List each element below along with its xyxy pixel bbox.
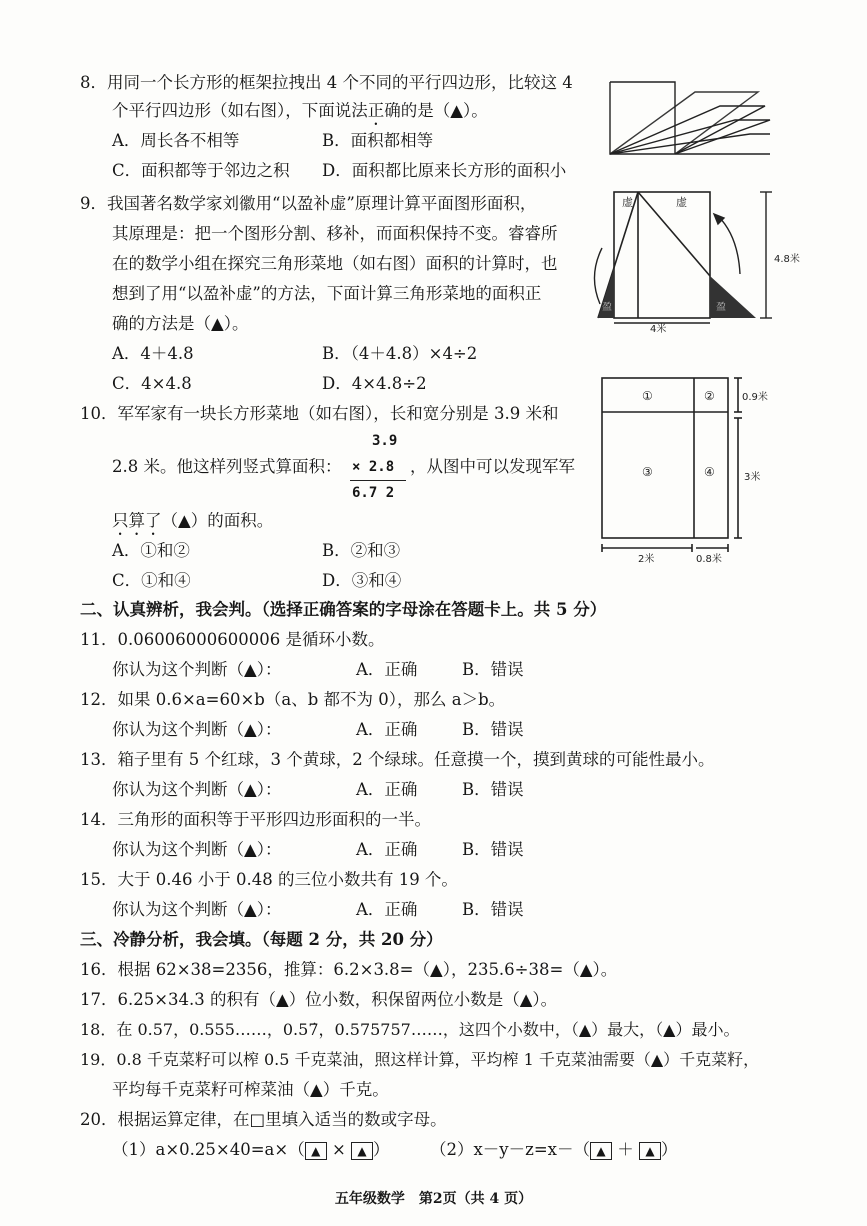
- q10-option-c: C．①和④: [112, 571, 191, 590]
- section3-title: 三、冷静分析，我会填。（每题 2 分，共 20 分）: [80, 930, 443, 949]
- q9-line3: 在的数学小组在探究三角形菜地（如右图）面积的计算时，也: [112, 254, 558, 273]
- q12-option-right: A．正确: [356, 720, 418, 739]
- q9-line4: 想到了用“以盈补虚”的方法，下面计算三角形菜地的面积正: [112, 284, 542, 303]
- answer-box[interactable]: ▲: [590, 1142, 612, 1160]
- q10-height-main: 3米: [744, 472, 761, 483]
- q9-label-xu-right: 虚: [676, 196, 687, 209]
- q11-text: 11．0.06006000600006 是循环小数。: [80, 630, 385, 649]
- q16-text: 16．根据 62×38=2356，推算：6.2×3.8=（▲），235.6÷38=（▲）。: [80, 960, 618, 979]
- q14-text: 14．三角形的面积等于平形四边形面积的一半。: [80, 810, 431, 829]
- q8-option-d: D．面积都比原来长方形的面积小: [322, 161, 567, 180]
- q10-option-a: A．①和②: [112, 541, 190, 560]
- q8-option-b: B．面积都相等: [322, 131, 434, 150]
- q10-option-b: B．②和③: [322, 541, 401, 560]
- q9-option-d: D．4×4.8÷2: [322, 374, 427, 393]
- q15-prompt: 你认为这个判断（▲）：: [112, 900, 282, 919]
- q13-prompt: 你认为这个判断（▲）：: [112, 780, 282, 799]
- q19-line2: 平均每千克菜籽可榨菜油（▲）千克。: [112, 1080, 389, 1099]
- q9-line5: 确的方法是（▲）。: [112, 314, 249, 333]
- q9-line2: 其原理是：把一个图形分割、移补，而面积保持不变。睿睿所: [112, 224, 558, 243]
- q9-line1: 9．我国著名数学家刘徽用“以盈补虚”原理计算平面图形面积，: [80, 194, 537, 213]
- q20-text: 20．根据运算定律，在□里填入适当的数或字母。: [80, 1110, 447, 1129]
- answer-box[interactable]: ▲: [305, 1142, 327, 1160]
- q13-option-wrong: B．错误: [462, 780, 524, 799]
- q8-line2: 个平行四边形（如右图），下面说法正确的是（▲）。: [112, 101, 488, 120]
- q9-base-label: 4米: [650, 324, 667, 334]
- answer-box[interactable]: ▲: [639, 1142, 661, 1160]
- q13-option-right: A．正确: [356, 780, 418, 799]
- q15-option-right: A．正确: [356, 900, 418, 919]
- q10-rectangle-figure: [596, 372, 776, 572]
- q12-text: 12．如果 0.6×a=60×b（a、b 都不为 0），那么 a＞b。: [80, 690, 506, 709]
- q8-option-a: A．周长各不相等: [112, 131, 240, 150]
- q9-label-xu-left: 虚: [622, 196, 633, 209]
- section2-title: 二、认真辨析，我会判。（选择正确答案的字母涂在答题卡上。共 5 分）: [80, 600, 607, 619]
- q8-line1: 8．用同一个长方形的框架拉拽出 4 个不同的平行四边形，比较这 4: [80, 73, 573, 92]
- q10-line3: 只算了（▲）的面积。: [112, 511, 274, 530]
- q10-line2a: 2.8 米。他这样列竖式算面积：: [112, 457, 342, 476]
- q9-height-label: 4.8米: [774, 254, 800, 265]
- q19-line1: 19．0.8 千克菜籽可以榨 0.5 千克菜油，照这样计算，平均榨 1 千克菜油需要（▲）千克菜籽，: [80, 1050, 760, 1069]
- q20-part1: （1）a×0.25×40=a×（ ▲ × ▲ ）: [112, 1140, 390, 1159]
- q10-region-1: ①: [642, 389, 653, 403]
- q11-option-wrong: B．错误: [462, 660, 524, 679]
- answer-box[interactable]: ▲: [351, 1142, 373, 1160]
- q10-width-main: 2米: [638, 554, 655, 565]
- q10-line1: 10．军军家有一块长方形菜地（如右图），长和宽分别是 3.9 米和: [80, 404, 559, 423]
- q9-label-ying-right: 盈: [716, 302, 726, 313]
- q11-option-right: A．正确: [356, 660, 418, 679]
- q11-prompt: 你认为这个判断（▲）：: [112, 660, 282, 679]
- q14-option-wrong: B．错误: [462, 840, 524, 859]
- q10-vertical-mid: × 2.8: [352, 459, 395, 475]
- q15-text: 15．大于 0.46 小于 0.48 的三位小数共有 19 个。: [80, 870, 458, 889]
- q10-vertical-top: 3.9: [372, 433, 398, 449]
- q15-option-wrong: B．错误: [462, 900, 524, 919]
- q9-label-ying-left: 盈: [602, 302, 612, 313]
- q10-height-top: 0.9米: [742, 392, 768, 403]
- page-footer: 五年级数学 第2页（共 4 页）: [334, 1191, 533, 1207]
- q10-vertical-result: 6.7 2: [352, 485, 395, 501]
- q9-option-c: C．4×4.8: [112, 374, 192, 393]
- q17-text: 17．6.25×34.3 的积有（▲）位小数，积保留两位小数是（▲）。: [80, 990, 558, 1009]
- q9-triangle-figure: [588, 186, 804, 334]
- q18-text: 18．在 0.57，0.555……，0.57̇，0.575757……，这四个小数中，（▲）最大，（▲）最小。: [80, 1020, 740, 1039]
- q12-prompt: 你认为这个判断（▲）：: [112, 720, 282, 739]
- q10-line2b: ，从图中可以发现军军: [410, 457, 575, 476]
- q8-parallelogram-figure: [600, 72, 772, 160]
- q9-option-b: B．（4＋4.8）×4÷2: [322, 344, 478, 363]
- q13-text: 13．箱子里有 5 个红球，3 个黄球，2 个绿球。任意摸一个，摸到黄球的可能性最小。: [80, 750, 715, 769]
- q10-region-3: ③: [642, 465, 653, 479]
- q10-region-2: ②: [704, 389, 715, 403]
- q10-option-d: D．③和④: [322, 571, 402, 590]
- q14-prompt: 你认为这个判断（▲）：: [112, 840, 282, 859]
- q20-part2: （2）x－y－z=x－（ ▲ ＋ ▲ ）: [430, 1140, 678, 1159]
- q10-region-4: ④: [704, 465, 715, 479]
- q12-option-wrong: B．错误: [462, 720, 524, 739]
- q9-option-a: A．4＋4.8: [112, 344, 194, 363]
- q14-option-right: A．正确: [356, 840, 418, 859]
- q10-width-small: 0.8米: [696, 554, 722, 565]
- q10-vertical-rule: [350, 480, 406, 481]
- q8-option-c: C．面积都等于邻边之积: [112, 161, 290, 180]
